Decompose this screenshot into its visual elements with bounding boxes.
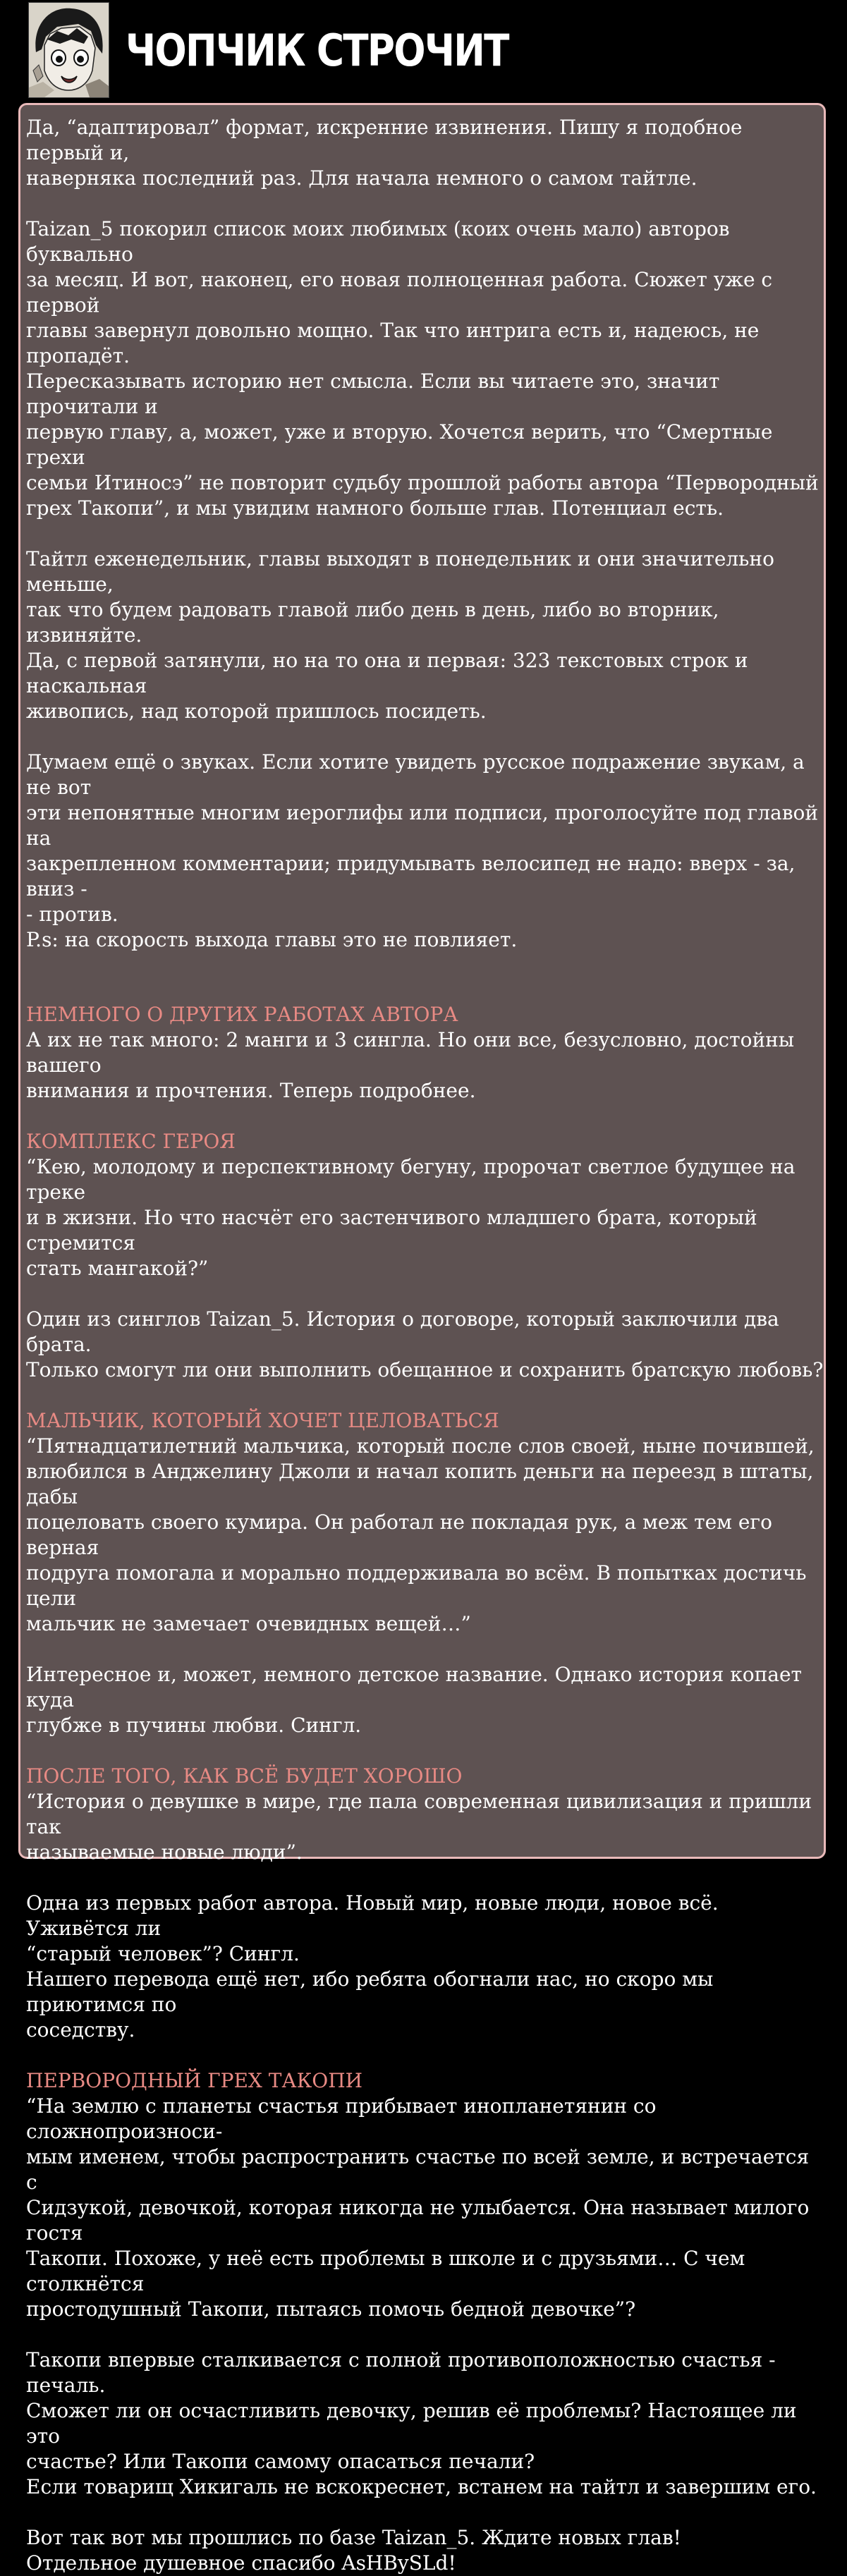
section-heading-after-all-good: ПОСЛЕ ТОГО, КАК ВСЁ БУДЕТ ХОРОШО [26,1764,463,1788]
section-heading-hero-complex: КОМПЛЕКС ГЕРОЯ [26,1130,236,1153]
takopi-quote: “На землю с планеты счастья прибывает инопланетянин со сложнопроизноси- мым именем, чтобы распространить счастье по всей земле, и встречается с Сидзукой, девочкой, которая никогда не улыбается. Она называет милого гостя Такопи. Похоже, у неё есть проблемы в школе и с друзьями… С чем столкнётся простодушный Такопи, пытаясь помочь бедной девочке”? [26,2094,810,2321]
after-all-good-comment: Одна из первых работ автора. Новый мир, новые люди, новое всё. Уживётся ли “старый человек”? Сингл. Нашего перевода ещё нет, ибо ребята обогнали нас, но скоро мы приютимся по соседству. [26,1891,719,2041]
section-heading-takopi: ПЕРВОРОДНЫЙ ГРЕХ ТАКОПИ [26,2069,363,2092]
hero-complex-comment: Один из синглов Taizan_5. История о договоре, который заключили два брата. Только смогут ли они выполнить обещанное и сохранить братскую любовь? [26,1307,824,1381]
takopi-comment: Такопи впервые сталкивается с полной противоположностью счастья - печаль. Сможет ли он осчастливить девочку, решив её проблемы? Настоящее ли это счастье? Или Такопи самому опасаться печали? Если товарищ Хикигаль не вскокреснет, встанем на тайтл и завершим его. [26,2348,817,2498]
intro-paragraph-schedule: Тайтл еженедельник, главы выходят в понедельник и они значительно меньше, так что будем радовать главой либо день в день, либо во вторник, извиняйте. Да, с первой затянули, но на то она и первая: 323 текстовых строк и наскальная живопись, над которой пришлось посидеть. [26,547,774,723]
other-works-text: А их не так много: 2 манги и 3 сингла. Но они все, безусловно, достойны вашего внимания и прочтения. Теперь подробнее. [26,1028,795,1102]
section-heading-other-works: НЕМНОГО О ДРУГИХ РАБОТАХ АВТОРА [26,1003,458,1026]
avatar [28,2,109,98]
closing-text: Вот так вот мы прошлись по базе Taizan_5. Ждите новых глав! Отдельное душевное спасибо AsHBySLd! [26,2526,681,2575]
kiss-boy-quote: “Пятнадцатилетний мальчика, который после слов своей, ныне почившей, влюбился в Анджелину Джоли и начал копить деньги на переезд в штаты, дабы поцеловать своего кумира. Он работал не покладая рук, а меж тем его верная подруга помогала и морально поддерживала во всём. В попытках достичь цели мальчик не замечает очевидных вещей…” [26,1434,815,1635]
intro-paragraph-sounds: Думаем ещё о звуках. Если хотите увидеть русское подражение звукам, а не вот эти непонятные многим иероглифы или подписи, проголосуйте под главой на закрепленном комментарии; придумывать велосипед не надо: вверх - за, вниз - - против. P.s: на скорость выхода главы это не повлияет. [26,750,818,951]
avatar-manga-character-icon [29,3,109,97]
content-panel [18,103,826,2575]
section-heading-kiss-boy: МАЛЬЧИК, КОТОРЫЙ ХОЧЕТ ЦЕЛОВАТЬСЯ [26,1409,499,1432]
site-title: ЧОПЧИК СТРОЧИТ [126,25,508,76]
kiss-boy-comment: Интересное и, может, немного детское название. Однако история копает куда глубже в пучины любви. Сингл. [26,1663,802,1737]
hero-complex-quote: “Кею, молодому и перспективному бегуну, пророчат светлое будущее на треке и в жизни. Но что насчёт его застенчивого младшего брата, который стремится стать мангакой?” [26,1155,796,1280]
intro-paragraph-format: Да, “адаптировал” формат, искренние извинения. Пишу я подобное первый и, наверняка последний раз. Для начала немного о самом тайтле. [26,116,743,190]
intro-paragraph-title: Taizan_5 покорил список моих любимых (коих очень мало) авторов буквально за месяц. И вот, наконец, его новая полноценная работа. Сюжет уже с первой главы завернул довольно мощно. Так что интрига есть и, надеюсь, не пропадёт. Пересказывать историю нет смысла. Если вы читаете это, значит прочитали и первую главу, а, может, уже и вторую. Хочется верить, что “Смертные грехи семьи Итиносэ” не повторит судьбу прошлой работы автора “Первородный грех Такопи”, и мы увидим намного больше глав. Потенциал есть. [26,217,819,520]
after-all-good-quote: “История о девушке в мире, где пала современная цивилизация и пришли так называемые новые люди”. [26,1790,812,1864]
header [0,0,847,100]
